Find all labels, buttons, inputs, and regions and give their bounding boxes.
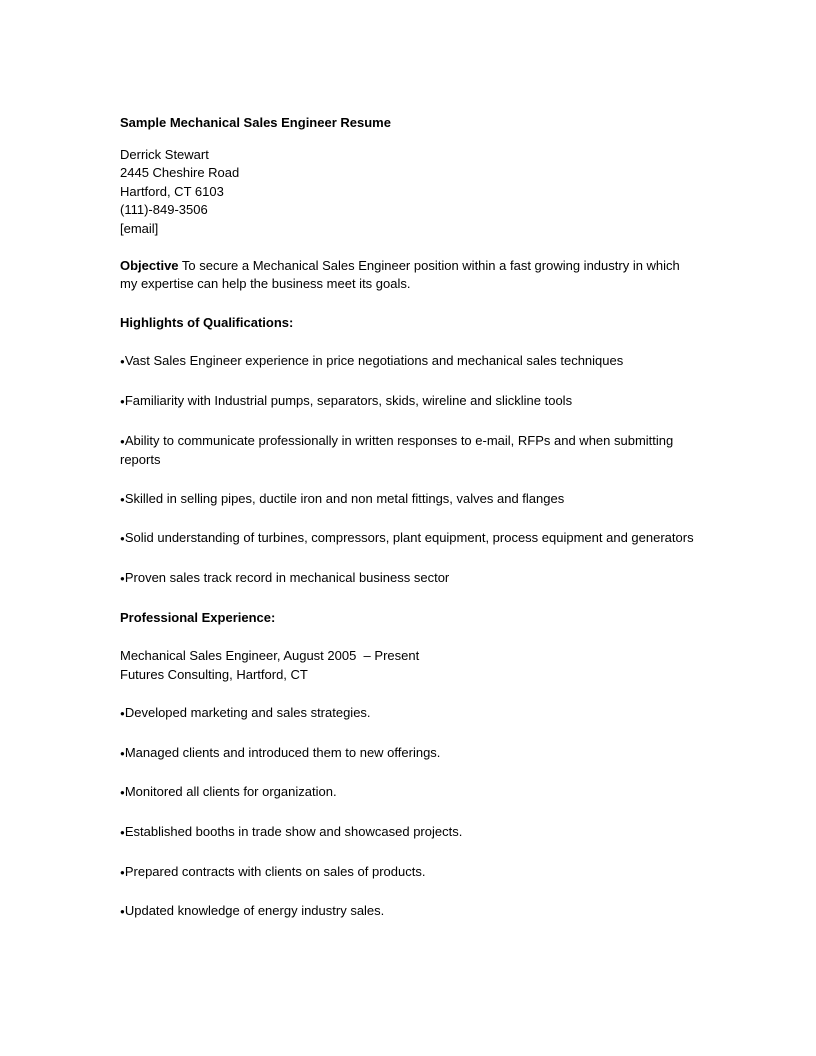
list-item-text: Proven sales track record in mechanical business sector <box>124 569 450 585</box>
list-item <box>120 569 700 589</box>
list-item <box>120 744 700 764</box>
list-item-text: Prepared contracts with clients on sales of products. <box>124 863 426 879</box>
contact-email: [email] <box>120 220 159 236</box>
bullet-icon: ● <box>120 573 125 583</box>
list-item <box>120 432 700 470</box>
list-item <box>120 352 700 372</box>
resume-title: Sample Mechanical Sales Engineer Resume <box>120 115 391 130</box>
contact-address: 2445 Cheshire Road <box>120 165 240 181</box>
resume-page <box>120 114 700 922</box>
list-item <box>120 823 700 843</box>
list-item <box>120 392 700 412</box>
list-item-text: Skilled in selling pipes, ductile iron and non metal fittings, valves and flanges <box>124 490 565 506</box>
job-entry <box>120 647 700 684</box>
experience-list <box>120 704 700 922</box>
list-item <box>120 902 700 922</box>
job-title-line: Mechanical Sales Engineer, August 2005 – Present <box>120 648 420 664</box>
list-item <box>120 863 700 883</box>
contact-name: Derrick Stewart <box>120 146 209 162</box>
list-item-text: Vast Sales Engineer experience in price negotiations and mechanical sales techniques <box>124 353 624 369</box>
highlights-heading: Highlights of Qualifications: <box>120 314 294 330</box>
bullet-icon: ● <box>120 828 125 838</box>
bullet-icon: ● <box>120 907 125 917</box>
list-item-text: Developed marketing and sales strategies. <box>124 705 371 721</box>
experience-heading: Professional Experience: <box>120 609 276 625</box>
company-line: Futures Consulting, Hartford, CT <box>120 666 308 682</box>
list-item <box>120 783 700 803</box>
bullet-icon: ● <box>120 748 125 758</box>
list-item-text: Established booths in trade show and showcased projects. <box>124 824 463 840</box>
list-item-text: Monitored all clients for organization. <box>124 784 337 800</box>
bullet-icon: ● <box>120 788 125 798</box>
list-item-text: Solid understanding of turbines, compressors, plant equipment, process equipment and generators <box>124 530 694 546</box>
objective-text: To secure a Mechanical Sales Engineer position within a fast growing industry in which my expertise can help the business meet its goals. <box>120 257 680 292</box>
bullet-icon: ● <box>120 534 125 544</box>
list-item <box>120 490 700 510</box>
bullet-icon: ● <box>120 396 125 406</box>
list-item <box>120 529 700 549</box>
bullet-icon: ● <box>120 357 125 367</box>
objective-label: Objective <box>120 257 179 273</box>
objective-paragraph <box>120 257 700 294</box>
list-item-text: Familiarity with Industrial pumps, separators, skids, wireline and slickline tools <box>124 392 573 408</box>
list-item <box>120 704 700 724</box>
bullet-icon: ● <box>120 436 125 446</box>
list-item-text: Updated knowledge of energy industry sales. <box>124 903 385 919</box>
list-item-text: Managed clients and introduced them to new offerings. <box>124 744 441 760</box>
highlights-list <box>120 352 700 588</box>
list-item-text: Ability to communicate professionally in written responses to e-mail, RFPs and when submitting reports <box>120 432 674 468</box>
bullet-icon: ● <box>120 709 125 719</box>
bullet-icon: ● <box>120 867 125 877</box>
contact-block <box>120 146 700 239</box>
bullet-icon: ● <box>120 494 125 504</box>
contact-phone: (111)-849-3506 <box>120 202 208 218</box>
contact-city: Hartford, CT 6103 <box>120 183 224 199</box>
